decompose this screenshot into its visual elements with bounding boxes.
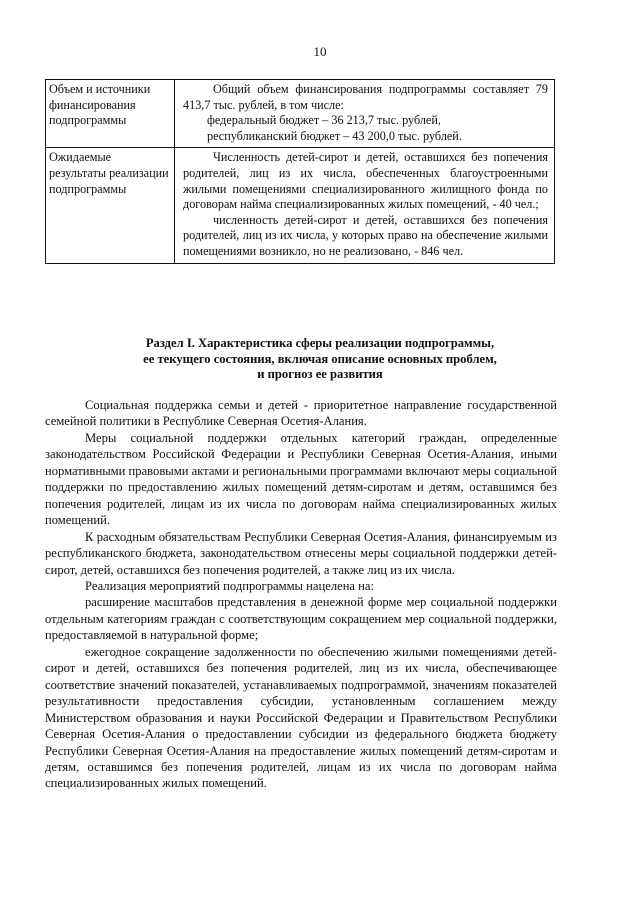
financing-total: Общий объем финансирования подпрограммы составляет 79 413,7 тыс. рублей, в том числе: [183, 82, 548, 112]
paragraph: К расходным обязательствам Республики Северная Осетия-Алания, финансируемым из республиканского бюджета, законодательством отнесены меры социальной поддержки детей-сирот, детей, оставшихся без попечения родителей, а также лиц из их числа. [45, 529, 557, 577]
row-label-results: Ожидаемые результаты реализации подпрограммы [46, 148, 175, 263]
page-number: 10 [313, 44, 327, 59]
paragraph: расширение масштабов представления в денежной форме мер социальной поддержки отдельным категориям граждан с соответствующим сокращением мер социальной поддержки, предоставляемой в натуральной форме; [45, 595, 557, 643]
row-value-results [175, 148, 555, 263]
result-unrealized: численность детей-сирот и детей, оставшихся без попечения родителей, лиц из их числа, у которых право на обеспечение жилыми помещениями возникло, но не реализовано, - 846 чел. [183, 212, 548, 258]
result-provided: Численность детей-сирот и детей, оставшихся без попечения родителей, лиц из их числа, обеспеченных благоустроенными жилыми помещениями специализированного жилищного фонда по договорам найма специализированных жилых помещений, - 40 чел.; [183, 150, 548, 212]
paragraph: Социальная поддержка семьи и детей - приоритетное направление государственной семейной политики в Республике Северная Осетия-Алания. [45, 398, 557, 429]
section-heading-line: Раздел I. Характеристика сферы реализации подпрограммы, [145, 336, 495, 350]
section-heading-line: ее текущего состояния, включая описание основных проблем, [143, 351, 497, 366]
paragraph: ежегодное сокращение задолженности по обеспечению жилыми помещениями детей-сирот и детей, оставшихся без попечения родителей, лиц из их числа, обеспечивающее соответствие значений показателей, устанавливаемых подпрограммой, значениям показателей результативности предоставления субсидии, установленным соглашением между Министерством образования и науки Российской Федерации и Правительством Республики Северная Осетия-Алания о предоставлении субсидии из федерального бюджета бюджету Республики Северная Осетия-Алания на предоставление жилых помещений детям-сиротам и детям, оставшимся без попечения родителей, лицам из их числа по договорам найма специализированных жилых помещений. [45, 644, 557, 791]
financing-republic: республиканский бюджет – 43 200,0 тыс. рублей. [207, 128, 462, 143]
passport-table [45, 79, 555, 264]
section-body [45, 397, 557, 792]
financing-federal: федеральный бюджет – 36 213,7 тыс. рублей, [207, 113, 441, 128]
paragraph: Меры социальной поддержки отдельных категорий граждан, определенные законодательством Российской Федерации и Республики Северная Осетия-Алания, иными нормативными правовыми актами и региональными программами включают меры социальной поддержки по предоставлению жилых помещений детям-сиротам и детям, оставшимся без попечения родителей, лицам из их числа по договорам найма специализированных жилых помещений. [45, 430, 557, 528]
table-row [46, 80, 555, 148]
section-heading-line: и прогноз ее развития [257, 367, 383, 381]
row-label-financing: Объем и источники финансирования подпрограммы [46, 80, 175, 148]
row-value-financing [175, 80, 555, 148]
section-heading [60, 336, 580, 383]
table-row [46, 148, 555, 263]
paragraph: Реализация мероприятий подпрограммы нацелена на: [85, 578, 374, 593]
